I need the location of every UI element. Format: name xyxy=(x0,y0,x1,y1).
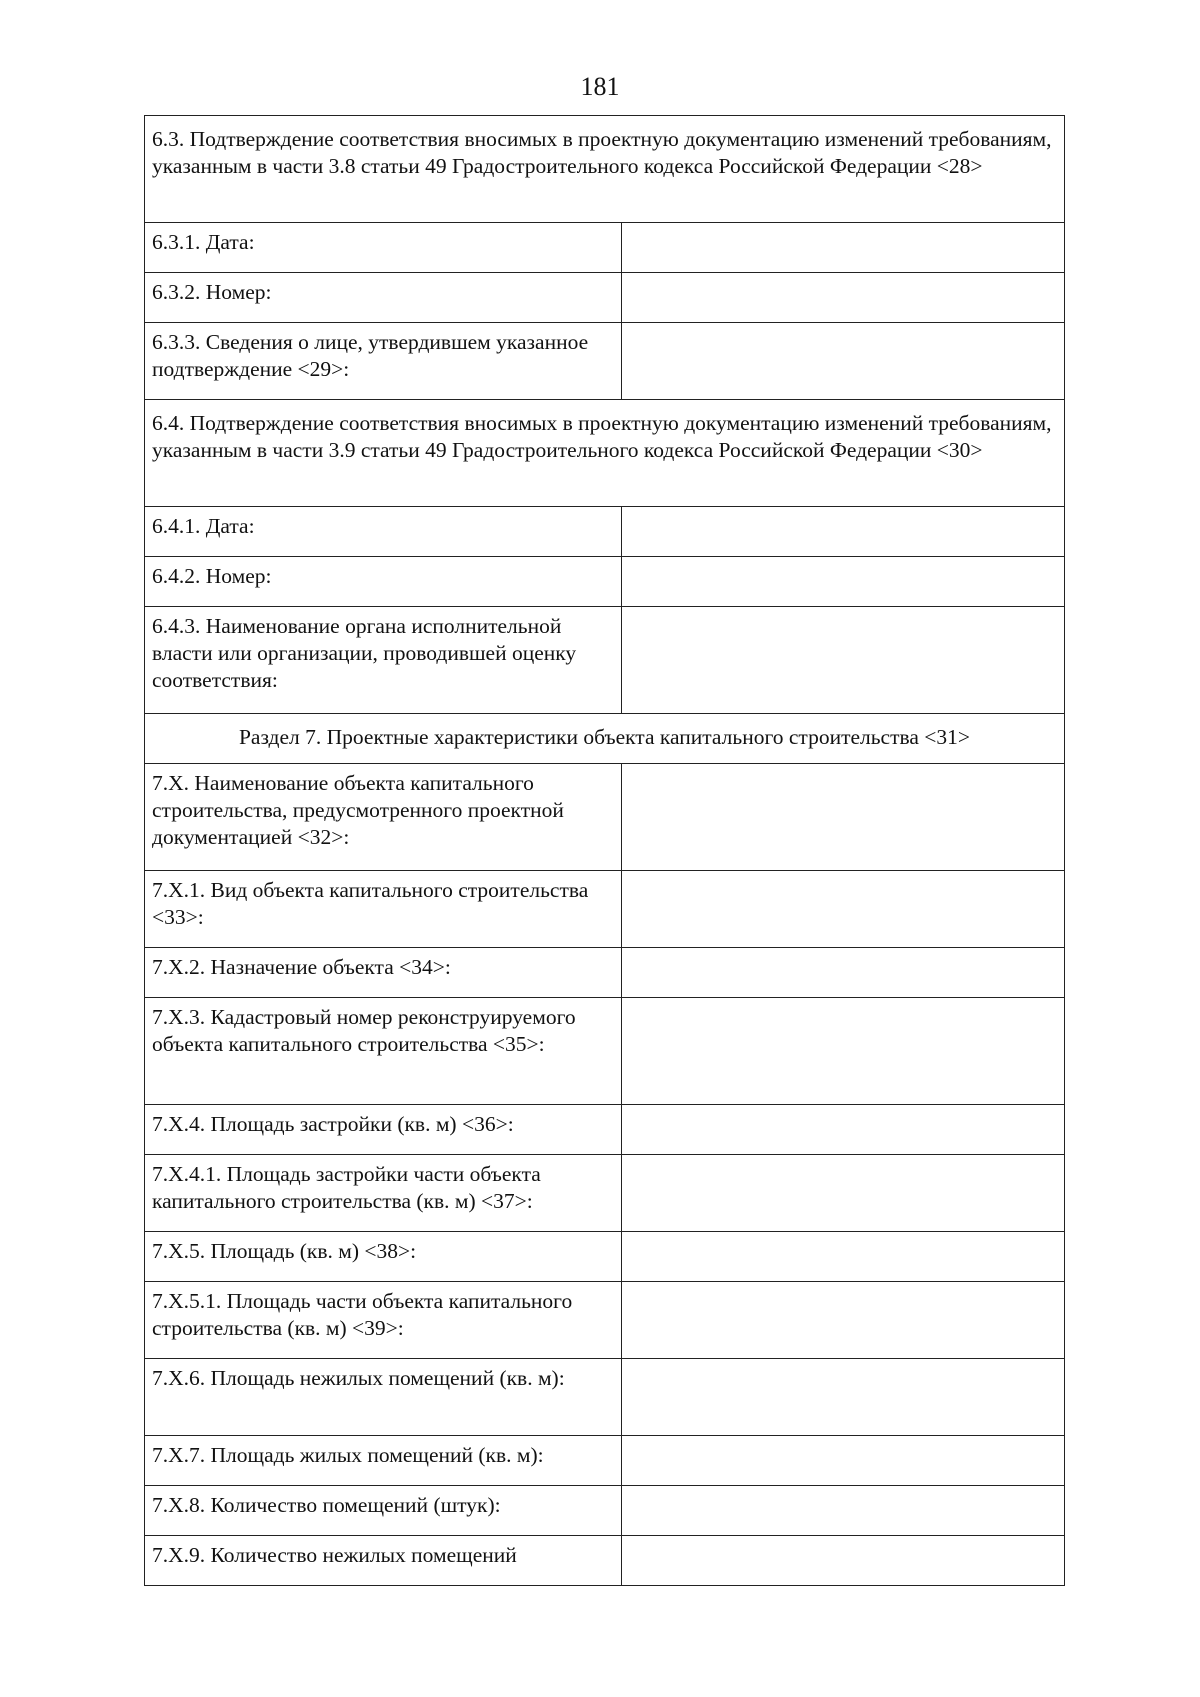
table-row xyxy=(145,507,1065,557)
table-row xyxy=(145,1232,1065,1282)
table-row xyxy=(145,607,1065,714)
field-label: 7.X.1. Вид объекта капитального строительства <33>: xyxy=(145,871,622,948)
table-row xyxy=(145,1436,1065,1486)
field-label: 7.X.9. Количество нежилых помещений xyxy=(145,1536,622,1586)
table-row xyxy=(145,273,1065,323)
field-value[interactable] xyxy=(622,557,1065,607)
field-value[interactable] xyxy=(622,1436,1065,1486)
table-row xyxy=(145,1536,1065,1586)
field-value[interactable] xyxy=(622,998,1065,1105)
table-row xyxy=(145,1155,1065,1232)
field-label: 6.3.1. Дата: xyxy=(145,223,622,273)
field-value[interactable] xyxy=(622,1232,1065,1282)
field-label: 7.X.2. Назначение объекта <34>: xyxy=(145,948,622,998)
form-table xyxy=(144,115,1065,1586)
field-value[interactable] xyxy=(622,948,1065,998)
field-value[interactable] xyxy=(622,1282,1065,1359)
table-row xyxy=(145,557,1065,607)
section-header-6-3: 6.3. Подтверждение соответствия вносимых в проектную документацию изменений требованиям, указанным в части 3.8 статьи 49 Градостроительного кодекса Российской Федерации <28> xyxy=(145,116,1065,223)
field-value[interactable] xyxy=(622,323,1065,400)
field-value[interactable] xyxy=(622,1486,1065,1536)
field-value[interactable] xyxy=(622,1105,1065,1155)
table-row xyxy=(145,1105,1065,1155)
field-label: 7.X.8. Количество помещений (штук): xyxy=(145,1486,622,1536)
field-label: 7.X.5. Площадь (кв. м) <38>: xyxy=(145,1232,622,1282)
field-label: 6.3.2. Номер: xyxy=(145,273,622,323)
field-value[interactable] xyxy=(622,1155,1065,1232)
field-value[interactable] xyxy=(622,764,1065,871)
field-label: 7.X.4. Площадь застройки (кв. м) <36>: xyxy=(145,1105,622,1155)
field-value[interactable] xyxy=(622,1536,1065,1586)
field-label: 7.X. Наименование объекта капитального строительства, предусмотренного проектной документацией <32>: xyxy=(145,764,622,871)
table-row xyxy=(145,871,1065,948)
table-row xyxy=(145,1359,1065,1436)
table-row xyxy=(145,998,1065,1105)
table-row xyxy=(145,1486,1065,1536)
field-value[interactable] xyxy=(622,1359,1065,1436)
field-value[interactable] xyxy=(622,607,1065,714)
field-label: 6.3.3. Сведения о лице, утвердившем указанное подтверждение <29>: xyxy=(145,323,622,400)
field-label: 6.4.3. Наименование органа исполнительной власти или организации, проводившей оценку соответствия: xyxy=(145,607,622,714)
section-row-6-4 xyxy=(145,400,1065,507)
field-value[interactable] xyxy=(622,871,1065,948)
field-label: 7.X.5.1. Площадь части объекта капитального строительства (кв. м) <39>: xyxy=(145,1282,622,1359)
section-title-7: Раздел 7. Проектные характеристики объекта капитального строительства <31> xyxy=(145,714,1065,764)
field-value[interactable] xyxy=(622,223,1065,273)
section-header-6-4: 6.4. Подтверждение соответствия вносимых в проектную документацию изменений требованиям, указанным в части 3.9 статьи 49 Градостроительного кодекса Российской Федерации <30> xyxy=(145,400,1065,507)
field-label: 6.4.2. Номер: xyxy=(145,557,622,607)
section-row-6-3 xyxy=(145,116,1065,223)
table-row xyxy=(145,764,1065,871)
table-row xyxy=(145,948,1065,998)
field-value[interactable] xyxy=(622,273,1065,323)
page-number: 181 xyxy=(580,72,620,101)
table-row xyxy=(145,223,1065,273)
field-label: 7.X.3. Кадастровый номер реконструируемого объекта капитального строительства <35>: xyxy=(145,998,622,1105)
field-label: 7.X.4.1. Площадь застройки части объекта капитального строительства (кв. м) <37>: xyxy=(145,1155,622,1232)
field-label: 7.X.7. Площадь жилых помещений (кв. м): xyxy=(145,1436,622,1486)
section-title-row-7 xyxy=(145,714,1065,764)
field-label: 6.4.1. Дата: xyxy=(145,507,622,557)
table-row xyxy=(145,1282,1065,1359)
field-label: 7.X.6. Площадь нежилых помещений (кв. м): xyxy=(145,1359,622,1436)
field-value[interactable] xyxy=(622,507,1065,557)
table-row xyxy=(145,323,1065,400)
